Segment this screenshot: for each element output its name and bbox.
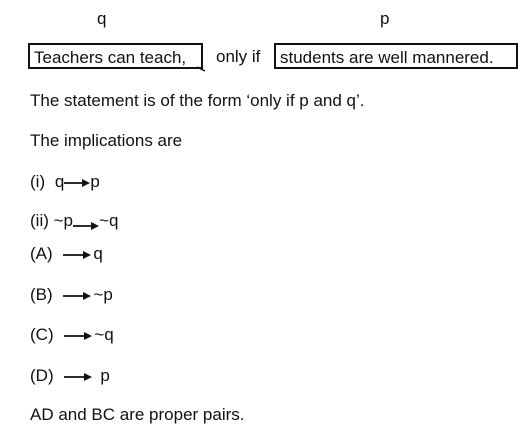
implication-prefix: (i) (30, 172, 46, 191)
right-arrow-icon (63, 291, 93, 301)
option-b-row (30, 285, 113, 305)
implication-left: ~p (53, 211, 74, 230)
option-right: q (93, 244, 103, 263)
right-arrow-icon (64, 331, 94, 341)
option-prefix: (A) (30, 244, 53, 263)
option-prefix: (B) (30, 285, 53, 304)
clause-p-box: students are well mannered. (274, 43, 518, 69)
statement-line: The statement is of the form ‘only if p and q’. (30, 91, 365, 110)
right-arrow-icon (64, 372, 94, 382)
implication-prefix: (ii) (30, 211, 49, 230)
right-arrow-icon (73, 221, 99, 231)
implication-right: ~q (99, 211, 119, 230)
label-q: q (97, 9, 107, 28)
option-d-row (30, 366, 110, 386)
implications-title: The implications are (30, 131, 183, 150)
option-right: ~p (93, 285, 113, 304)
clause-q-box: Teachers can teach, (28, 43, 203, 69)
option-c-row (30, 325, 114, 345)
option-right: p (100, 366, 110, 385)
right-arrow-icon (64, 178, 90, 188)
box-tick-mark (196, 66, 208, 74)
option-right: ~q (94, 325, 114, 344)
only-if-text: only if (216, 47, 261, 66)
option-a-row (30, 244, 103, 264)
label-p: p (380, 9, 390, 28)
implication-row-i (30, 172, 100, 192)
implication-left: q (54, 172, 65, 191)
implication-row-ii (30, 211, 118, 231)
option-prefix: (C) (30, 325, 54, 344)
right-arrow-icon (63, 250, 93, 260)
option-prefix: (D) (30, 366, 54, 385)
conclusion-line: AD and BC are proper pairs. (30, 405, 245, 424)
implication-right: p (90, 172, 100, 191)
